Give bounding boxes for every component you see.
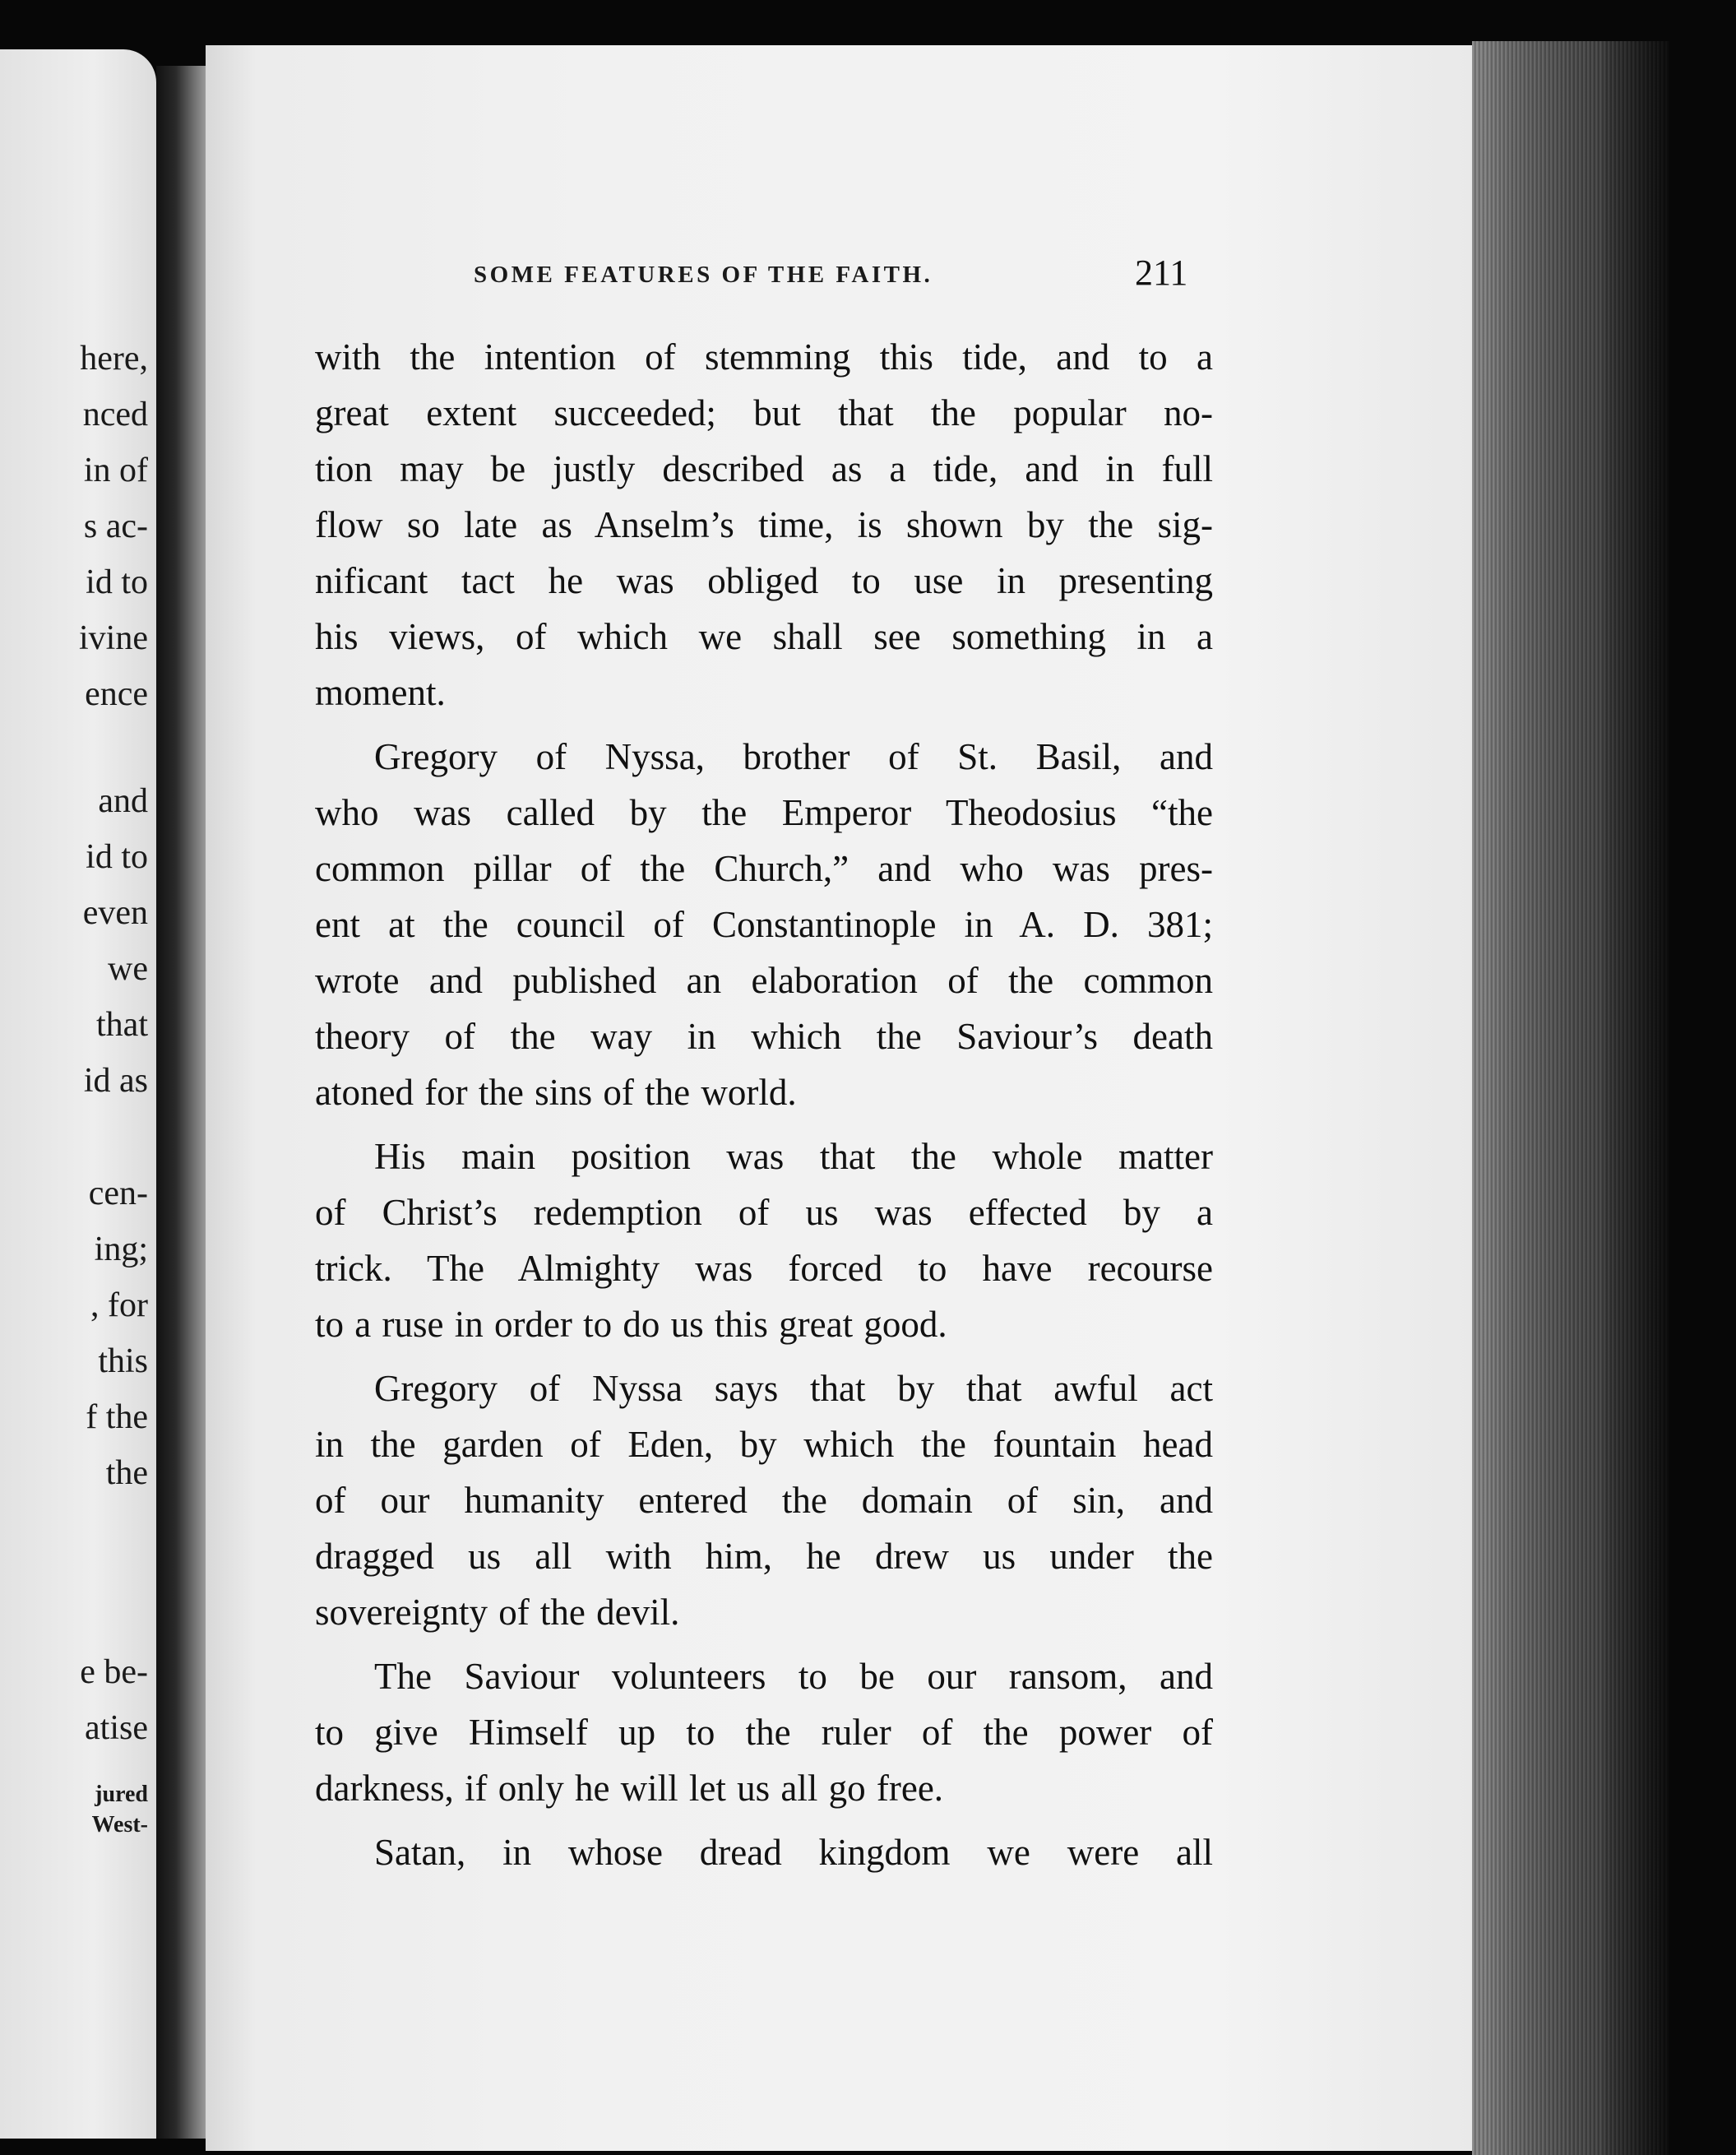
body-text <box>315 329 1213 1889</box>
text-line: his views, of which we shall see something in a <box>315 616 1213 657</box>
paragraph <box>315 1128 1213 1352</box>
left-fragment: ing; <box>94 1230 148 1268</box>
left-fragment: here, <box>80 340 148 378</box>
text-line: of Christ’s redemption of us was effected by a <box>315 1192 1213 1233</box>
text-line: Gregory of Nyssa, brother of St. Basil, and <box>374 736 1213 777</box>
left-fragment: in of <box>83 452 148 489</box>
text-line: nificant tact he was obliged to use in presenting <box>315 560 1213 601</box>
left-fragment: f the <box>86 1398 148 1436</box>
left-fragment: even <box>82 894 148 932</box>
text-line: theory of the way in which the Saviour’s death <box>315 1016 1213 1057</box>
paragraph <box>315 1360 1213 1640</box>
left-fragment: , for <box>90 1286 148 1324</box>
text-line: common pillar of the Church,” and who was pres- <box>315 848 1213 889</box>
left-footnote-fragment: jured <box>95 1782 148 1807</box>
left-fragment: atise <box>85 1709 148 1747</box>
text-line: His main position was that the whole matter <box>374 1136 1213 1177</box>
text-line: darkness, if only he will let us all go free. <box>315 1768 944 1809</box>
left-footnote-fragment: West- <box>91 1812 148 1838</box>
text-line: moment. <box>315 672 446 713</box>
text-line: to a ruse in order to do us this great good. <box>315 1304 947 1345</box>
running-head: SOME FEATURES OF THE FAITH. <box>474 262 933 288</box>
text-line: great extent succeeded; but that the popular no- <box>315 392 1213 433</box>
text-line: in the garden of Eden, by which the fountain head <box>315 1424 1213 1465</box>
text-line: flow so late as Anselm’s time, is shown by the sig- <box>315 504 1213 545</box>
paragraph <box>315 1824 1213 1880</box>
left-fragment: id as <box>83 1062 148 1100</box>
text-line: Gregory of Nyssa says that by that awful act <box>374 1368 1213 1409</box>
text-line: sovereignty of the devil. <box>315 1592 680 1633</box>
left-fragment: and <box>98 782 148 820</box>
left-fragment: this <box>98 1342 148 1380</box>
left-fragment: id to <box>86 563 148 601</box>
left-fragment: ence <box>85 675 148 713</box>
left-fragment: that <box>96 1006 148 1044</box>
paragraph <box>315 729 1213 1120</box>
text-line: who was called by the Emperor Theodosius “the <box>315 792 1213 833</box>
text-line: to give Himself up to the ruler of the power of <box>315 1712 1213 1753</box>
text-line: ent at the council of Constantinople in A. D. 381; <box>315 904 1213 945</box>
left-fragment: id to <box>86 838 148 876</box>
text-line: tion may be justly described as a tide, and in full <box>315 448 1213 489</box>
left-fragment: we <box>108 950 148 988</box>
text-line: dragged us all with him, he drew us under the <box>315 1536 1213 1577</box>
left-fragment: ivine <box>79 619 148 657</box>
text-line: wrote and published an elaboration of the common <box>315 960 1213 1001</box>
paragraph <box>315 1648 1213 1816</box>
left-fragment: s ac- <box>83 507 148 545</box>
left-fragment: cen- <box>88 1175 148 1212</box>
left-fragment: nced <box>82 396 148 433</box>
text-line: of our humanity entered the domain of sin, and <box>315 1480 1213 1521</box>
left-fragment: the <box>105 1454 148 1492</box>
left-fragment: e be- <box>80 1653 148 1691</box>
facing-page-left <box>0 49 156 2139</box>
page-number: 211 <box>1135 253 1188 293</box>
text-line: with the intention of stemming this tide, and to a <box>315 336 1213 378</box>
text-line: trick. The Almighty was forced to have recourse <box>315 1248 1213 1289</box>
text-line: Satan, in whose dread kingdom we were all <box>374 1832 1213 1873</box>
paragraph <box>315 329 1213 721</box>
text-line: The Saviour volunteers to be our ransom, and <box>374 1656 1213 1697</box>
page-edges <box>1472 41 1669 2155</box>
text-line: atoned for the sins of the world. <box>315 1072 797 1113</box>
